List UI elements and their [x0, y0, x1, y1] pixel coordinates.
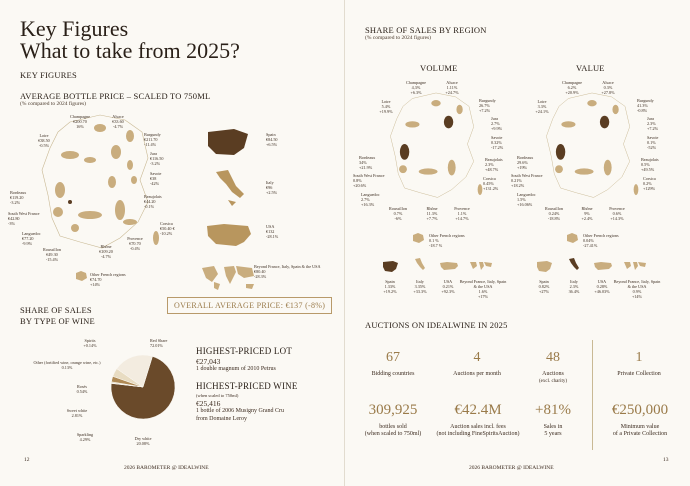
- stat-auctions-month-value: 4: [473, 350, 481, 365]
- val-south-west: South West France 0.21% +18.2%: [511, 173, 543, 188]
- vol-italy-icon: [413, 257, 427, 275]
- stat-growth-label: Sales in: [543, 424, 563, 430]
- pie-label-roses: Rosés 0.54%: [76, 384, 88, 394]
- stat-bidding-countries-value: 67: [386, 350, 400, 365]
- region-savoie: Savoie €38 -42%: [150, 171, 162, 186]
- vol-burgundy: Burgundy 26.7% +7.2%: [479, 98, 496, 113]
- region-corsica: Corsica €50.40 € -10.2%: [160, 221, 175, 236]
- stat-sales-value: €42.4M: [454, 402, 502, 418]
- italy-map: [210, 168, 250, 208]
- region-loire: Loire €38.50 -0.5%: [38, 133, 50, 148]
- country-other: Beyond France, Italy, Spain & the USA €80.40 -28.3%: [254, 264, 321, 279]
- region-languedoc: Languedoc €77.20 -9.9%: [22, 231, 41, 246]
- region-burgundy: Burgundy €211.70 -11.4%: [144, 132, 161, 147]
- stat-private-collection-label: Private Collection: [617, 371, 661, 377]
- val-usa-icon: [593, 260, 613, 272]
- val-savoie: Savoie 0.1% -52%: [647, 135, 659, 150]
- avg-price-subheading: (% compared to 2024 figures): [20, 101, 86, 107]
- vol-world-icon: [469, 260, 493, 272]
- vol-champagne: Champagne 4,3% +6.3%: [405, 80, 426, 95]
- val-beaujolais: Beaujolais 0.5% +49.5%: [641, 157, 659, 172]
- val-country-usa: USA 0.28% +46.03%: [594, 279, 610, 294]
- highest-lot-desc: 1 double magnum of 2010 Petrus: [196, 366, 276, 372]
- page-title-line2: What to take from 2025?: [20, 38, 240, 63]
- overall-average-price: OVERALL AVERAGE PRICE: €137 (-8%): [167, 297, 332, 314]
- val-alsace: Alsace 0.3% +27.8%: [601, 80, 615, 95]
- share-type-heading-2: BY TYPE OF WINE: [20, 316, 95, 326]
- vol-bordeaux: Bordeaux 34% +21.9%: [359, 155, 376, 170]
- vol-usa-icon: [439, 260, 459, 272]
- volume-heading: VOLUME: [420, 63, 458, 73]
- highest-wine-heading: HICHEST-PRICED WINE: [196, 381, 298, 391]
- pie-label-sweet-white: Sweet white 2.81%: [66, 408, 88, 418]
- stat-growth-value: +81%: [535, 402, 571, 418]
- vol-roussillon: Roussillon 0.7% -6%: [389, 206, 407, 221]
- highest-lot-heading: HIGHEST-PRICED LOT: [196, 346, 293, 356]
- vol-country-spain: Spain 1.33% +19.2%: [383, 279, 397, 294]
- vol-country-usa: USA 0.21% +92.3%: [441, 279, 455, 294]
- right-page: [345, 0, 690, 486]
- auctions-heading: AUCTIONS ON IDEALWINE IN 2025: [365, 320, 508, 330]
- stat-bottles-value: 309,925: [368, 402, 418, 418]
- region-champagne: Champagne €200.70 16%: [69, 114, 90, 129]
- highest-wine-value: €25,416: [196, 399, 221, 408]
- val-country-italy: Italy 2.3% 36.4%: [568, 279, 580, 294]
- page-number-left: 12: [24, 457, 30, 463]
- pie-label-spirits: Spirits +0.14%: [83, 338, 97, 348]
- pie-label-dry-white: Dry white 20.08%: [134, 436, 152, 446]
- footer-right: 2026 BAROMETER @ IDEALWINE: [469, 465, 554, 471]
- page-number-right: 13: [663, 457, 669, 463]
- val-burgundy: Burgundy 41.3% -0.8%: [637, 98, 654, 113]
- vol-other-french: Other French regions 0.1 % -18.7 %: [429, 233, 465, 248]
- stat-sales-label: Auction sales incl. fees: [450, 424, 506, 430]
- stat-auctions-label-2: (excl. charity): [538, 379, 568, 384]
- val-loire: Loire 3.3% +24.1%: [535, 99, 549, 114]
- stat-auctions-month-label: Auctions per month: [453, 371, 501, 377]
- stat-bottles-label-2: (when scaled to 750ml): [364, 431, 422, 437]
- val-country-other: Beyond France, Italy, Spain & the USA 0.9% +14%: [613, 279, 661, 299]
- vol-savoie: Savoie 0.32% -17.2%: [491, 135, 504, 150]
- val-roussillon: Roussillon 0.24% -18.8%: [545, 206, 563, 221]
- country-italy: Italy €96 +2.5%: [266, 180, 278, 195]
- other-regions-map-icon: [74, 270, 88, 282]
- stat-min-value-label-2: of a Private Collection: [612, 431, 668, 437]
- val-spain-icon: [535, 259, 553, 273]
- val-bordeaux: Bordeaux 29.6% +19%: [517, 155, 534, 170]
- vol-provence: Provence 1.1% +14.7%: [454, 206, 470, 221]
- region-alsace: Alsace €33.60 -4.7%: [112, 114, 124, 129]
- vol-other-map-icon: [411, 232, 425, 244]
- vol-alsace: Alsace 1.11% +24.7%: [445, 80, 459, 95]
- stat-min-value-label: Minimum value: [620, 424, 660, 430]
- region-south-west: South West France €42.80 -3%: [8, 211, 40, 226]
- stat-auctions-label: Auctions: [542, 371, 564, 377]
- val-country-spain: Spain 0.82% +27%: [538, 279, 550, 294]
- pie-label-sparkling: Sparkling 4.29%: [76, 432, 94, 442]
- key-figures-heading: KEY FIGURES: [20, 70, 77, 80]
- region-beaujolais: Beaujolais €44.20 -0.1%: [144, 194, 162, 209]
- vol-spain-icon: [381, 259, 399, 273]
- stat-sales-label-2: (not including FineSpiritsAuction): [436, 431, 520, 437]
- spain-map: [204, 126, 252, 158]
- val-other-french: Other French regions 0.04% -27.41%: [583, 233, 619, 248]
- vol-south-west: South West France 0.8% +20.6%: [353, 173, 385, 188]
- val-rhone: Rhône 9% +2.4%: [581, 206, 593, 221]
- val-italy-icon: [567, 257, 581, 275]
- vol-country-other: Beyond France, Italy, Spain & the USA 1.6% +17%: [459, 279, 507, 299]
- avg-price-heading: AVERAGE BOTTLE PRICE – SCALED TO 750ML: [20, 91, 211, 101]
- wine-type-pie: [108, 352, 178, 422]
- pie-label-other: Other (fortified wine, orange wine, etc.) 0.13%: [33, 360, 101, 370]
- vol-beaujolais: Beaujolais 2.3% +48.7%: [485, 157, 503, 172]
- vol-languedoc: Languedoc 2.7% +16.3%: [361, 192, 380, 207]
- stat-min-value-value: €250,000: [611, 402, 669, 418]
- val-provence: Provence 0.6% +14.3%: [609, 206, 625, 221]
- stat-private-collection-value: 1: [635, 350, 643, 365]
- val-corsica: Corsica 0.2% +129%: [643, 176, 656, 191]
- share-region-heading: SHARE OF SALES BY REGION: [365, 25, 487, 35]
- highest-lot-value: €27,043: [196, 357, 221, 366]
- val-languedoc: Languedoc 1.5% +16.06%: [517, 192, 536, 207]
- vol-rhone: Rhône 11.3% +7.7%: [426, 206, 438, 221]
- footer-left: 2026 BAROMETER @ IDEALWINE: [124, 465, 209, 471]
- val-world-icon: [623, 260, 647, 272]
- region-roussillon: Roussillon €49.30 -15.4%: [43, 247, 61, 262]
- highest-wine-desc-2: from Domaine Leroy: [196, 416, 247, 422]
- value-heading: VALUE: [576, 63, 605, 73]
- highest-wine-sub: (when scaled to 750ml): [196, 393, 239, 398]
- region-rhone: Rhône €109.20 -4.7%: [99, 244, 113, 259]
- usa-map: [204, 220, 254, 250]
- stat-bottles-label: bottles sold: [379, 424, 407, 430]
- country-spain: Spain €84.50 +6.5%: [266, 132, 278, 147]
- region-other-french: Other French regions €74.70 +14%: [90, 272, 126, 287]
- highest-wine-desc-1: 1 bottle of 2006 Musigny Grand Cru: [196, 408, 284, 414]
- stats-divider: [592, 340, 593, 450]
- val-jura: Jura 2.3% +7.2%: [647, 116, 659, 131]
- page-title-line1: Key Figures: [20, 16, 129, 41]
- stat-bidding-countries-label: Bidding countries: [371, 371, 415, 377]
- vol-jura: Jura 2.7% +9.9%: [491, 116, 503, 131]
- stat-auctions-value: 48: [546, 350, 560, 365]
- region-bordeaux: Bordeaux €119.20 -3.2%: [10, 190, 27, 205]
- pie-label-red: Red Share 72.01%: [150, 338, 168, 348]
- region-jura: Jura €116.50 -3.2%: [150, 151, 164, 166]
- country-usa: USA €132 -28.1%: [266, 224, 279, 239]
- val-other-map-icon: [565, 232, 579, 244]
- vol-country-italy: Italy 3.35% +33.3%: [413, 279, 427, 294]
- share-region-subheading: (% compared to 2024 figures): [365, 35, 431, 41]
- val-champagne: Champagne 6.2% +20.9%: [561, 80, 582, 95]
- share-type-heading-1: SHARE OF SALES: [20, 305, 92, 315]
- vol-corsica: Corsica 0.45% +131.2%: [483, 176, 499, 191]
- vol-loire: Loire 5.4% +19.9%: [379, 99, 393, 114]
- region-provence: Provence €70.70 -0.4%: [127, 236, 143, 251]
- stat-growth-label-2: 5 years: [544, 431, 562, 437]
- world-map: [200, 262, 256, 292]
